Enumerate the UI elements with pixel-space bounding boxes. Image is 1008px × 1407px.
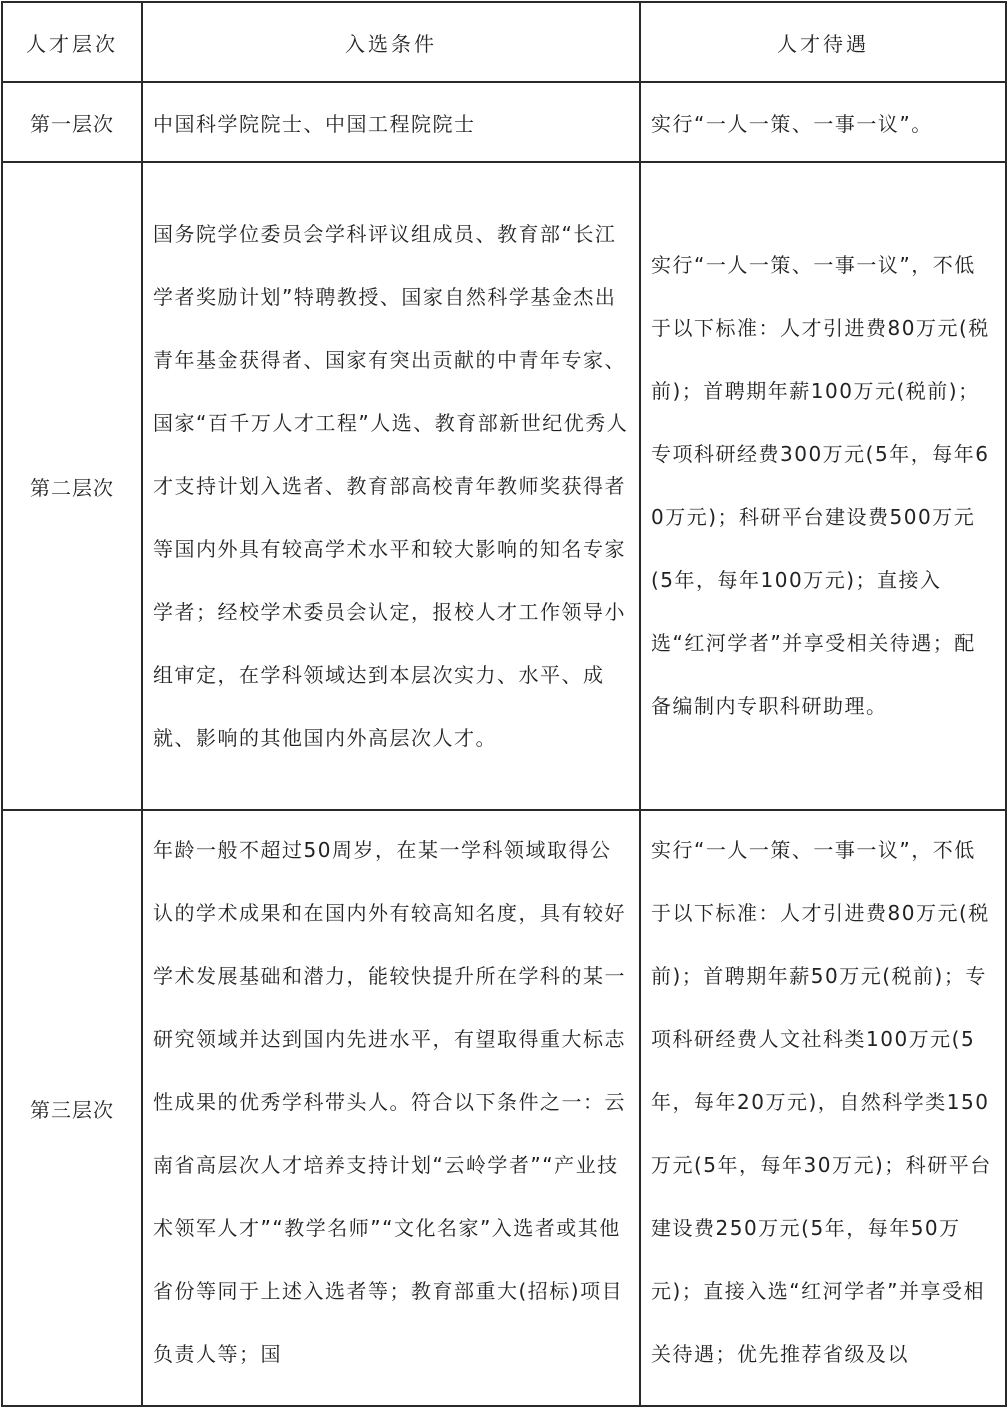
treatment-cell: 实行“一人一策、一事一议”，不低于以下标准：人才引进费80万元(税前)；首聘期年薪100万元(税前)；专项科研经费300万元(5年，每年60万元)；科研平台建设费500万元(5年，每年100万元)；直接入选“红河学者”并享受相关待遇；配备编制内专职科研助理。: [640, 162, 1006, 810]
header-level: 人才层次: [2, 2, 142, 82]
conditions-text: 年龄一般不超过50周岁，在某一学科领域取得公认的学术成果和在国内外有较高知名度，具有较好学术发展基础和潜力，能较快提升所在学科的某一研究领域并达到国内先进水平，有望取得重大标志性成果的优秀学科带头人。符合以下条件之一：云南省高层次人才培养支持计划“云岭学者”“产业技术领军人才”“教学名师”“文化名家”入选者或其他省份等同于上述入选者等；教育部重大(招标)项目负责人等；国: [153, 838, 626, 1366]
header-conditions: 入选条件: [142, 2, 640, 82]
header-treatment: 人才待遇: [640, 2, 1006, 82]
table-row: [2, 82, 1006, 162]
level-cell: 第二层次: [2, 162, 142, 810]
table-header-row: [2, 2, 1006, 82]
conditions-cell: [142, 810, 640, 1406]
talent-table: [1, 1, 1007, 1407]
treatment-cell: [640, 810, 1006, 1406]
conditions-cell: 国务院学位委员会学科评议组成员、教育部“长江学者奖励计划”特聘教授、国家自然科学基金杰出青年基金获得者、国家有突出贡献的中青年专家、国家“百千万人才工程”人选、教育部新世纪优秀人才支持计划入选者、教育部高校青年教师奖获得者等国内外具有较高学术水平和较大影响的知名专家学者；经校学术委员会认定，报校人才工作领导小组审定，在学科领域达到本层次实力、水平、成就、影响的其他国内外高层次人才。: [142, 162, 640, 810]
table-row: [2, 162, 1006, 810]
table-row: [2, 810, 1006, 1406]
treatment-text: 实行“一人一策、一事一议”，不低于以下标准：人才引进费80万元(税前)；首聘期年薪50万元(税前)；专项科研经费人文社科类100万元(5年，每年20万元)，自然科学类150万元(5年，每年30万元)；科研平台建设费250万元(5年，每年50万元)；直接入选“红河学者”并享受相关待遇；优先推荐省级及以: [651, 838, 992, 1366]
treatment-cell: 实行“一人一策、一事一议”。: [640, 82, 1006, 162]
level-cell: 第一层次: [2, 82, 142, 162]
level-cell: 第三层次: [2, 810, 142, 1406]
conditions-cell: 中国科学院院士、中国工程院院士: [142, 82, 640, 162]
